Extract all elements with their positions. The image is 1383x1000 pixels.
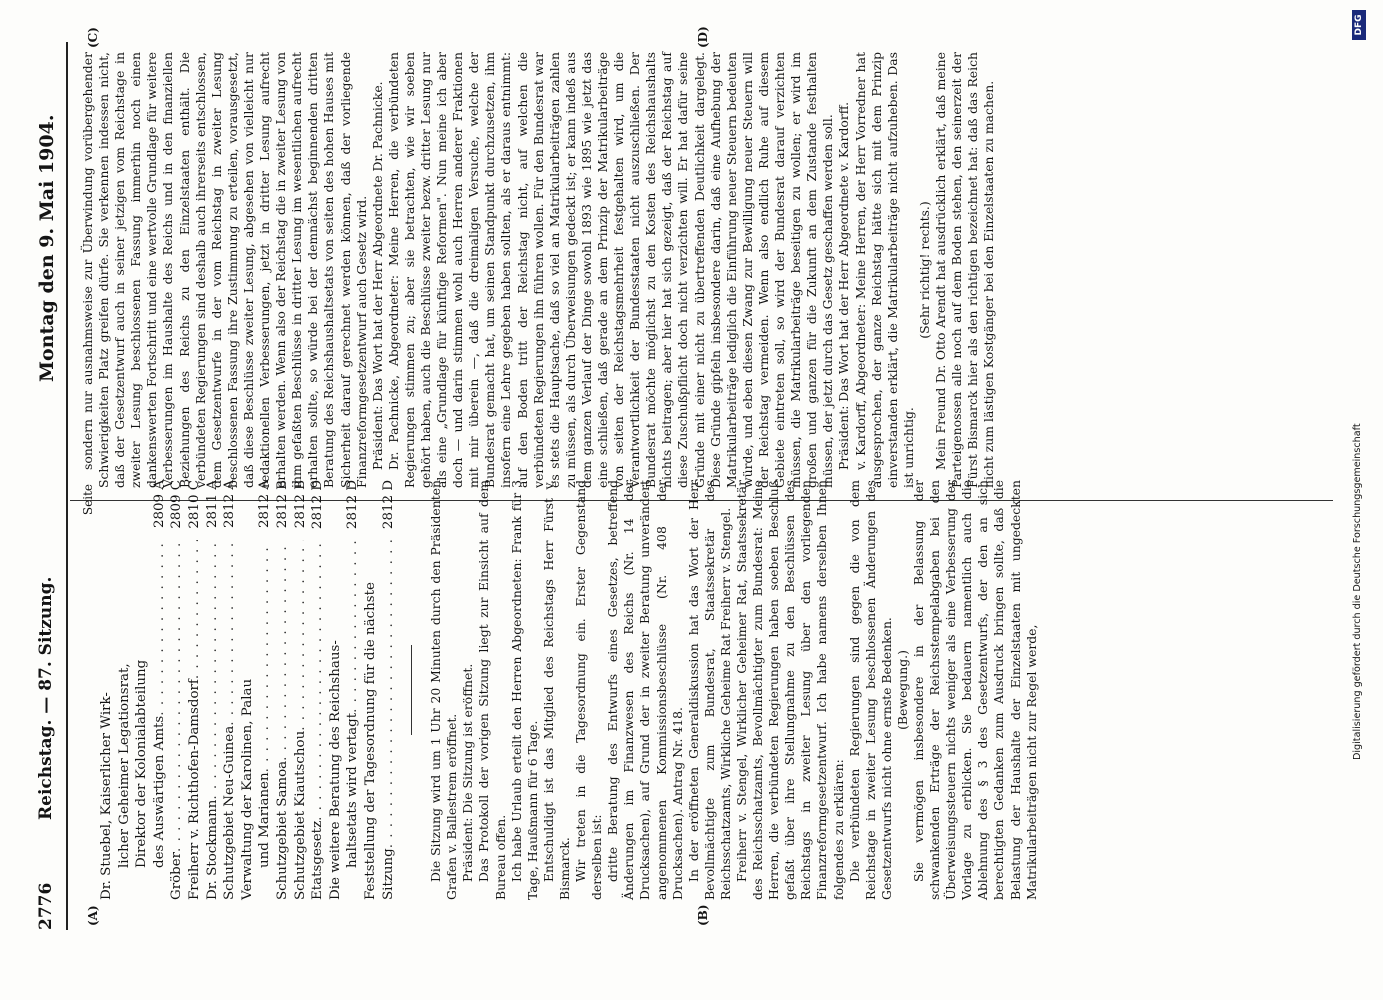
paragraph: Präsident: Das Wort hat der Herr Abgeordnete v. Kardorff.	[836, 101, 852, 470]
margin-letter-c: (C)	[86, 27, 100, 48]
toc-column-head: Seite	[81, 484, 95, 516]
toc-entry	[98, 480, 116, 900]
paragraph: Präsident: Die Sitzung ist eröffnet.	[460, 663, 476, 882]
toc-entry-name: Feststellung der Tagesordnung für die nächste	[363, 582, 378, 900]
table-of-contents	[98, 480, 397, 900]
section-separator	[411, 645, 412, 735]
toc-leader-dots	[204, 540, 222, 800]
toc-entry-name: Dr. Stockmann	[204, 799, 220, 900]
toc-leader-dots	[274, 540, 292, 761]
running-header	[36, 42, 64, 930]
toc-entry-name: Schutzgebiet Neu-Guinea	[222, 725, 238, 900]
toc-entry	[221, 480, 239, 900]
toc-entry	[151, 480, 169, 900]
digitization-credit: Digitalisierung gefördert durch die Deutsche Forschungsgemeinschaft	[1352, 423, 1363, 760]
toc-entry	[186, 480, 204, 900]
toc-leader-dots	[168, 540, 186, 852]
toc-entry-name: Die weitere Beratung des Reichshaus-	[327, 640, 343, 900]
toc-leader-dots	[256, 540, 274, 772]
paragraph: Entschuldigt ist das Mitglied des Reichstags Herr Fürst v. Bismarck.	[540, 480, 572, 900]
toc-leader-dots	[292, 540, 310, 731]
toc-entry-name: Freiherr v. Richthofen-Damsdorf	[187, 679, 203, 900]
toc-entry	[362, 480, 380, 900]
paragraph: Freiherr v. Stengel, Wirklicher Geheimer Rat, Staatssekretär des Reichsschatzamts, Bevollmächtigter zum Bundesrat: Meine Herren, die verbündeten Regierungen haben soeben Beschluß gefaßt über ihre Stellungnahme zu den Beschlüssen des Reichstags in zweiter Lesung über den vorliegenden Finanzreformgesetzentwurf. Ich habe namens derselben Ihnen folgendes zu erklären:	[733, 480, 846, 900]
toc-entry	[256, 480, 274, 900]
paragraph: Präsident: Das Wort hat der Herr Abgeordnete Dr. Pachnicke.	[369, 81, 385, 470]
toc-entry	[327, 480, 345, 900]
paragraph: Sie vermögen insbesondere in der Belassung der schwankenden Erträge der Reichsstempelabgaben bei den Überweisungssteuern nichts weniger als eine Verbesserung der Vorlage zu erblicken. Sie bedauern namentlich auch die Ablehnung des § 3 des Gesetzentwurfs, der den an sich berechtigten Gedanken zum Ausdruck bringen sollte, daß die Belastung der Haushalte der Einzelstaaten mit ungedeckten Matrikularbeiträgen nicht zur Regel werde,	[911, 480, 1039, 900]
toc-entry-name: Schutzgebiet Samoa	[275, 760, 291, 900]
toc-leader-dots	[380, 540, 398, 848]
paragraph: Ich habe Urlaub erteilt den Herren Abgeordneten: Frank für 3 Tage, Haußmann für 6 Tage.	[508, 480, 540, 900]
toc-entry	[344, 480, 362, 900]
paragraph: Wir treten in die Tagesordnung ein. Erster Gegenstand derselben ist:	[573, 480, 605, 900]
toc-entry-name: Etatsgesetz	[310, 820, 326, 900]
toc-leader-dots	[221, 540, 239, 726]
toc-leader-dots	[309, 540, 327, 821]
dfg-logo: DFG	[1352, 10, 1366, 40]
paragraph: sondern nur ausnahmsweise zur Überwindung vorübergehender Schwierigkeiten Platz greifen dürfe. Sie verkennen indessen nicht, daß der Gesetzentwurf auch in seiner jetzigen vom Reichstage in zweiter Lesung beschlossenen Fassung immerhin noch einen dankenswerten Fortschritt und eine wertvolle Grundlage für weitere Verbesserungen im Haushalte des Reichs und in den finanziellen Beziehungen des Reichs zu den Einzelstaaten enthält. Die verbündeten Regierungen sind deshalb auch ihrerseits entschlossen, dem Gesetzentwurfe in der vom Reichstag in zweiter Lesung beschlossenen Fassung ihre Zustimmung zu erteilen, vorausgesetzt, daß diese Beschlüsse zweiter Lesung, abgesehen von vielleicht nur redaktionellen Verbesserungen, jetzt in dritter Lesung aufrecht erhalten werden. Wenn also der Reichstag die in zweiter Lesung von ihm gefaßten Beschlüsse in dritter Lesung im wesentlichen aufrecht erhalten sollte, so würde bei der demnächst beginnenden dritten Beratung des Reichshaushaltsetats von seiten des hohen Hauses mit Sicherheit darauf gerechnet werden können, daß der vorliegende Finanzreformgesetzentwurf auch Gesetz wird.	[80, 52, 369, 488]
right-column	[80, 52, 997, 488]
paragraph: (Sehr richtig! rechts.)	[916, 201, 932, 339]
toc-leader-dots	[186, 540, 204, 679]
toc-entry	[133, 480, 151, 900]
toc-entry-page: 2812 B	[292, 480, 308, 529]
toc-entry	[116, 480, 134, 900]
toc-entry-page: 2810 C	[187, 480, 203, 529]
toc-entry-name: Sitzung	[380, 848, 396, 900]
header-rule	[66, 42, 68, 930]
paragraph: Mein Freund Dr. Otto Arendt hat ausdrücklich erklärt, daß meine Parteigenossen alle noch auf dem Boden stehen, den seinerzeit der Fürst Bismarck hier als den richtigen bezeichnet hat: daß das Reich nicht zum lästigen Kostgänger bei den Einzelstaaten zu machen.	[932, 52, 997, 488]
toc-entry	[309, 480, 327, 900]
margin-letter-d: (D)	[696, 26, 710, 48]
left-column	[80, 480, 1040, 900]
toc-entry	[168, 480, 186, 900]
toc-entry-name: Verwaltung der Karolinen, Palau	[239, 678, 255, 900]
toc-entry-name: Direktor der Kolonialabteilung	[134, 659, 150, 868]
toc-entry-page: 2809 C	[169, 480, 185, 529]
margin-letter-a: (A)	[86, 905, 100, 926]
paragraph: Die Sitzung wird um 1 Uhr 20 Minuten durch den Präsidenten Grafen v. Ballestrem eröffnet.	[428, 480, 460, 900]
left-column-text	[428, 480, 1040, 900]
toc-entry	[239, 480, 257, 900]
toc-entry	[380, 480, 398, 900]
session-date: Montag den 9. Mai 1904.	[36, 114, 58, 382]
toc-entry-page: 2812 A	[257, 480, 273, 529]
toc-entry	[204, 480, 222, 900]
toc-entry	[292, 480, 310, 900]
session-title: Reichstag. — 87. Sitzung.	[36, 576, 56, 820]
margin-letter-b: (B)	[696, 904, 710, 926]
right-column-text	[80, 52, 997, 488]
toc-entry-page: 2812 D	[345, 480, 361, 530]
toc-entry-name: und Marianen	[257, 772, 273, 868]
toc-entry-page: 2812 A	[222, 480, 238, 529]
toc-leader-dots	[151, 540, 169, 716]
toc-entry-name: licher Geheimer Legationsrat,	[116, 663, 132, 868]
toc-entry-name: haltsetats wird vertagt	[345, 712, 361, 868]
toc-entry	[274, 480, 292, 900]
toc-entry-name: Dr. Stuebel, Kaiserlicher Wirk-	[99, 692, 115, 900]
toc-entry-page: 2811 A	[204, 480, 220, 529]
paragraph: v. Kardorff, Abgeordneter: Meine Herren, der Herr Vorredner hat ausgesprochen, der ganze Reichstag hätte sich mit dem Prinzip einverstanden erklärt, die Matrikularbeiträge nicht aufzuheben. Das ist unrichtig.	[852, 52, 916, 488]
toc-entry-name: des Auswärtigen Amts	[151, 715, 167, 868]
paragraph: Dr. Pachnicke, Abgeordneter: Meine Herren, die verbündeten Regierungen stimmen zu; aber sie betrachten, wie wir soeben gehört haben, auch die Beschlüsse zweiter bezw. dritter Lesung nur als eine „Grundlage für künftige Reformen". Nun meine ich aber doch — und darin stimmen wohl auch Herren anderer Fraktionen mit mir überein —, daß die dreimaligen Versuche, welche der Bundesrat gemacht hat, um seinen Standpunkt durchzusetzen, ihm insofern eine Lehre gegeben haben sollten, als er daraus entnimmt: auf den Boden tritt der Reichstag nicht, auf welchen die verbündeten Regierungen ihn führen wollen. Für den Bundesrat war es stets die Hauptsache, daß so viel an Matrikularbeiträgen zahlen zu müssen, als durch Überweisungen gedeckt ist; er kann indeß aus dem ganzen Verlauf der Dinge sowohl 1893 wie 1895 wie jetzt das eine schließen, daß gerade an dem Prinzip der Matrikularbeiträge von seiten der Reichstagsmehrheit festgehalten wird, um die Verantwortlichkeit der Bundesstaaten nicht auszuschließen. Der Bundesrat möchte möglichst zu den Kosten des Reichshaushalts nichts beitragen; aber hier hat sich gezeigt, daß der Reichstag auf diese Zuschußpflicht doch nicht verzichten will. Er hat dafür seine Gründe mit einer nicht zu übertreffenden Deutlichkeit dargelegt. Diese Gründe gipfeln insbesondere darin, daß eine Aufhebung der Matrikularbeiträge lediglich die Einführung neuer Steuern bedeuten würde, und eben diesen Zwang zur Bewilligung neuer Steuern will der Reichstag vermeiden. Wenn also endlich Ruhe auf diesem Gebiete eintreten soll, so wird der Bundesrat darauf verzichten müssen, die Matrikularbeiträge beseitigen zu wollen; er wird im großen und ganzen für die Zukunft an dem Zustande festhalten müssen, der jetzt durch das Gesetz geschaffen werden soll.	[385, 52, 836, 488]
paragraph: Das Protokoll der vorigen Sitzung liegt zur Einsicht auf dem Bureau offen.	[476, 480, 508, 900]
toc-entry-page: 2812 B	[275, 480, 291, 529]
toc-entry-page: 2809 A	[151, 480, 167, 529]
toc-entry-page: 2812 D	[380, 480, 396, 530]
toc-entry-name: Gröber	[169, 851, 185, 900]
paragraph: In der eröffneten Generaldiskussion hat das Wort der Herr Bevollmächtigte zum Bundesrat, Staatssekretär des Reichsschatzamts, Wirkliche Geheime Rat Freiherr v. Stengel.	[685, 480, 733, 900]
paragraph: (Bewegung.)	[894, 650, 910, 730]
toc-entry-name: Schutzgebiet Kiautschou	[292, 730, 308, 900]
toc-entry-page: 2812 D	[310, 480, 326, 530]
paragraph: Die verbündeten Regierungen sind gegen die von dem Reichstage in zweiter Lesung beschlossenen Änderungen des Gesetzentwurfs nicht ohne ernste Bedenken.	[846, 480, 894, 900]
paragraph: dritte Beratung des Entwurfs eines Gesetzes, betreffend Änderungen im Finanzwesen des Reichs (Nr. 14 der Drucksachen), auf Grund der in zweiter Beratung unverändert angenommenen Kommissionsbeschlüsse (Nr. 408 der Drucksachen). Antrag Nr. 418.	[605, 480, 685, 900]
toc-leader-dots	[344, 540, 362, 713]
page-number: 2776	[36, 882, 56, 930]
